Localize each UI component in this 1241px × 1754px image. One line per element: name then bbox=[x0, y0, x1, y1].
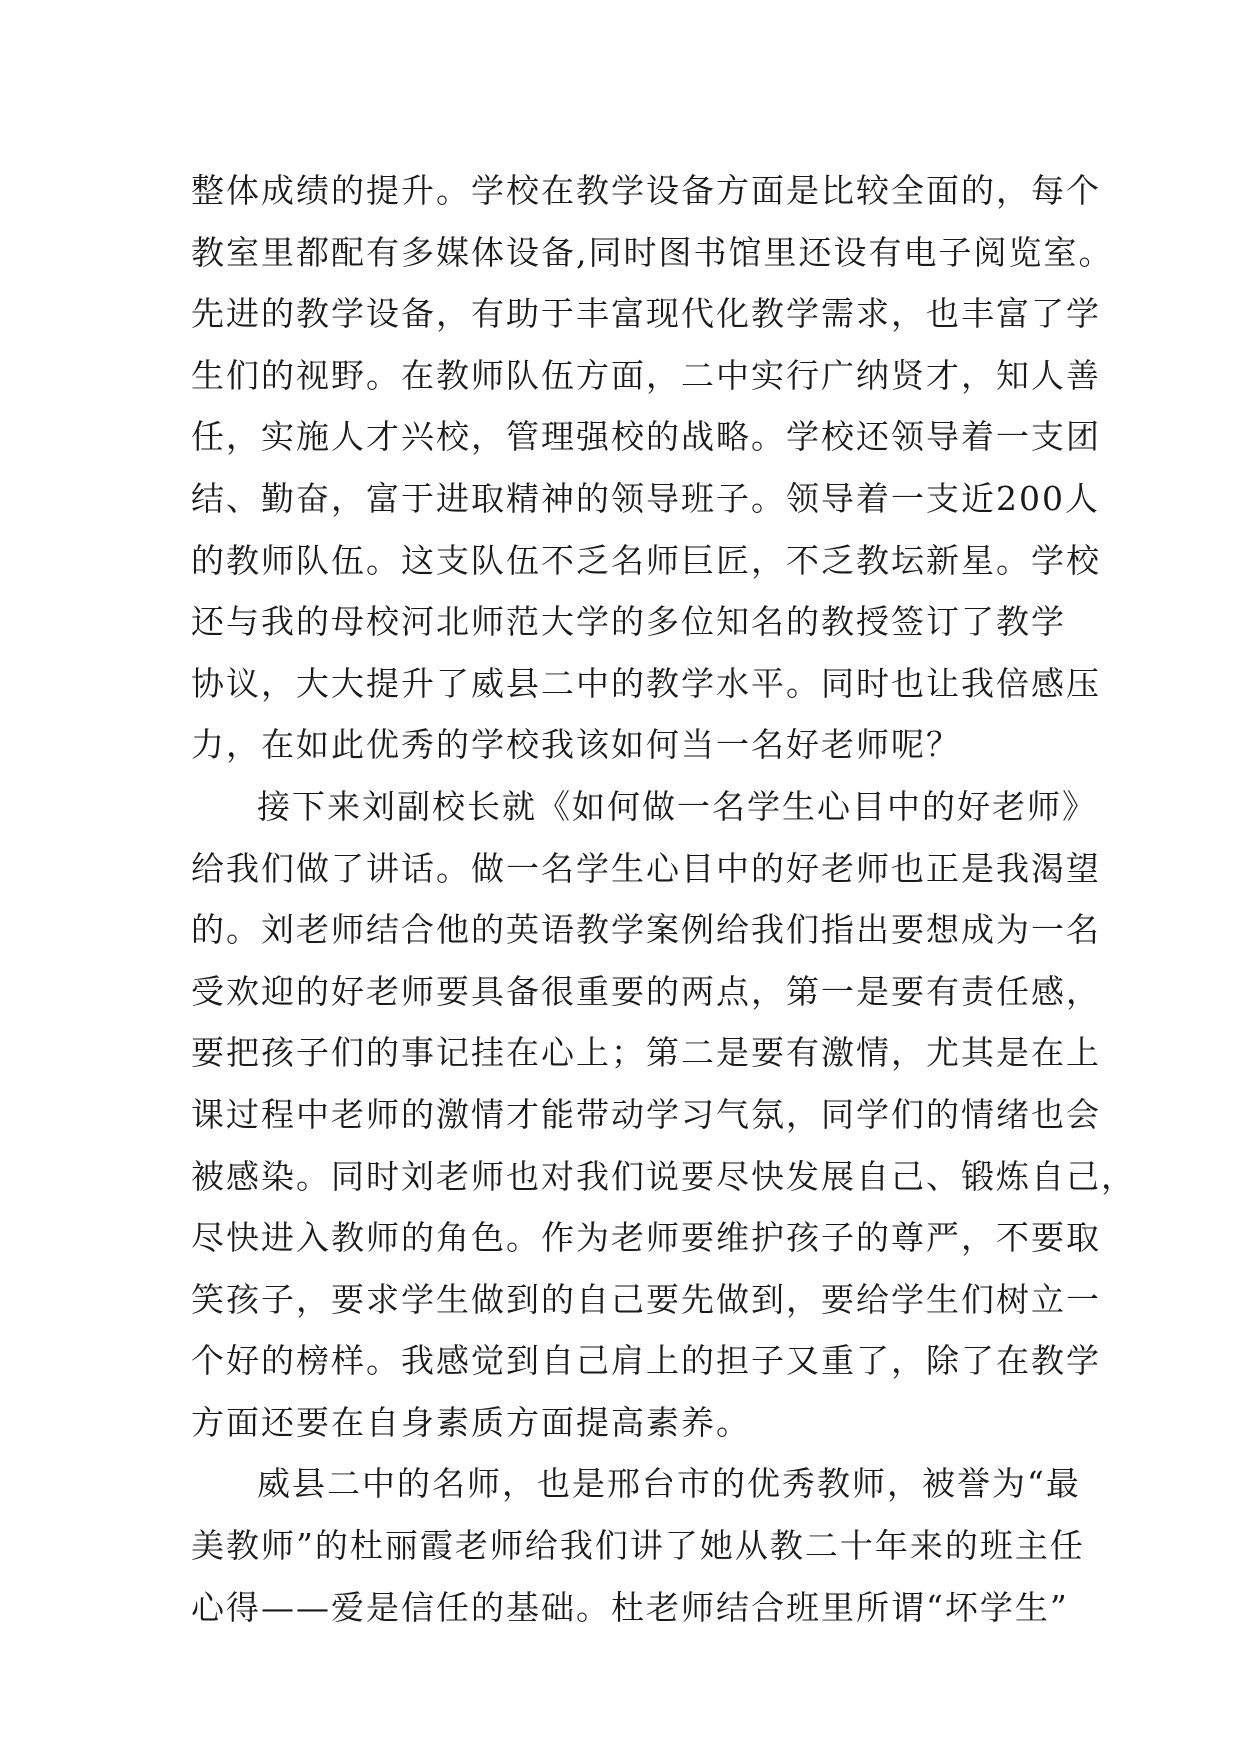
text-line: 心得——爱是信任的基础。杜老师结合班里所谓“坏学生” bbox=[191, 1587, 1069, 1627]
text-line: 任，实施人才兴校，管理强校的战略。学校还领导着一支团 bbox=[191, 417, 1101, 457]
text-line: 生们的视野。在教师队伍方面，二中实行广纳贤才，知人善 bbox=[191, 355, 1101, 395]
text-line: 结、勤奋，富于进取精神的领导班子。领导着一支近200人 bbox=[191, 478, 1100, 518]
text-line: 给我们做了讲话。做一名学生心目中的好老师也正是我渴望 bbox=[191, 848, 1101, 888]
text-line: 笑孩子，要求学生做到的自己要先做到，要给学生们树立一 bbox=[191, 1279, 1101, 1319]
document-body bbox=[191, 160, 1136, 1638]
text-line: 美教师”的杜丽霞老师给我们讲了她从教二十年来的班主任 bbox=[191, 1526, 1085, 1566]
paragraph-first-line: 威县二中的名师，也是邢台市的优秀教师，被誉为“最 bbox=[257, 1464, 1081, 1504]
text-line: 的。刘老师结合他的英语教学案例给我们指出要想成为一名 bbox=[191, 910, 1101, 950]
text-line: 整体成绩的提升。学校在教学设备方面是比较全面的，每个 bbox=[191, 171, 1101, 210]
text-line: 尽快进入教师的角色。作为老师要维护孩子的尊严，不要取 bbox=[191, 1218, 1101, 1258]
text-line: 要把孩子们的事记挂在心上；第二是要有激情，尤其是在上 bbox=[191, 1033, 1101, 1073]
text-line: 受欢迎的好老师要具备很重要的两点，第一是要有责任感， bbox=[191, 971, 1101, 1011]
text-line: 先进的教学设备，有助于丰富现代化教学需求，也丰富了学 bbox=[191, 294, 1101, 334]
text-line: 被感染。同时刘老师也对我们说要尽快发展自己、锻炼自己， bbox=[191, 1156, 1136, 1196]
text-line: 教室里都配有多媒体设备,同时图书馆里还设有电子阅览室。 bbox=[191, 232, 1114, 272]
text-line: 方面还要在自身素质方面提高素养。 bbox=[191, 1402, 751, 1442]
text-line: 力，在如此优秀的学校我该如何当一名好老师呢？ bbox=[191, 725, 961, 765]
text-line: 还与我的母校河北师范大学的多位知名的教授签订了教学 bbox=[191, 602, 1066, 642]
text-line: 课过程中老师的激情才能带动学习气氛，同学们的情绪也会 bbox=[191, 1094, 1101, 1134]
text-line: 的教师队伍。这支队伍不乏名师巨匠，不乏教坛新星。学校 bbox=[191, 540, 1101, 580]
text-line: 个好的榜样。我感觉到自己肩上的担子又重了，除了在教学 bbox=[191, 1341, 1101, 1381]
paragraph-first-line: 接下来刘副校长就《如何做一名学生心目中的好老师》 bbox=[257, 786, 1097, 826]
text-line: 协议，大大提升了威县二中的教学水平。同时也让我倍感压 bbox=[191, 663, 1101, 703]
